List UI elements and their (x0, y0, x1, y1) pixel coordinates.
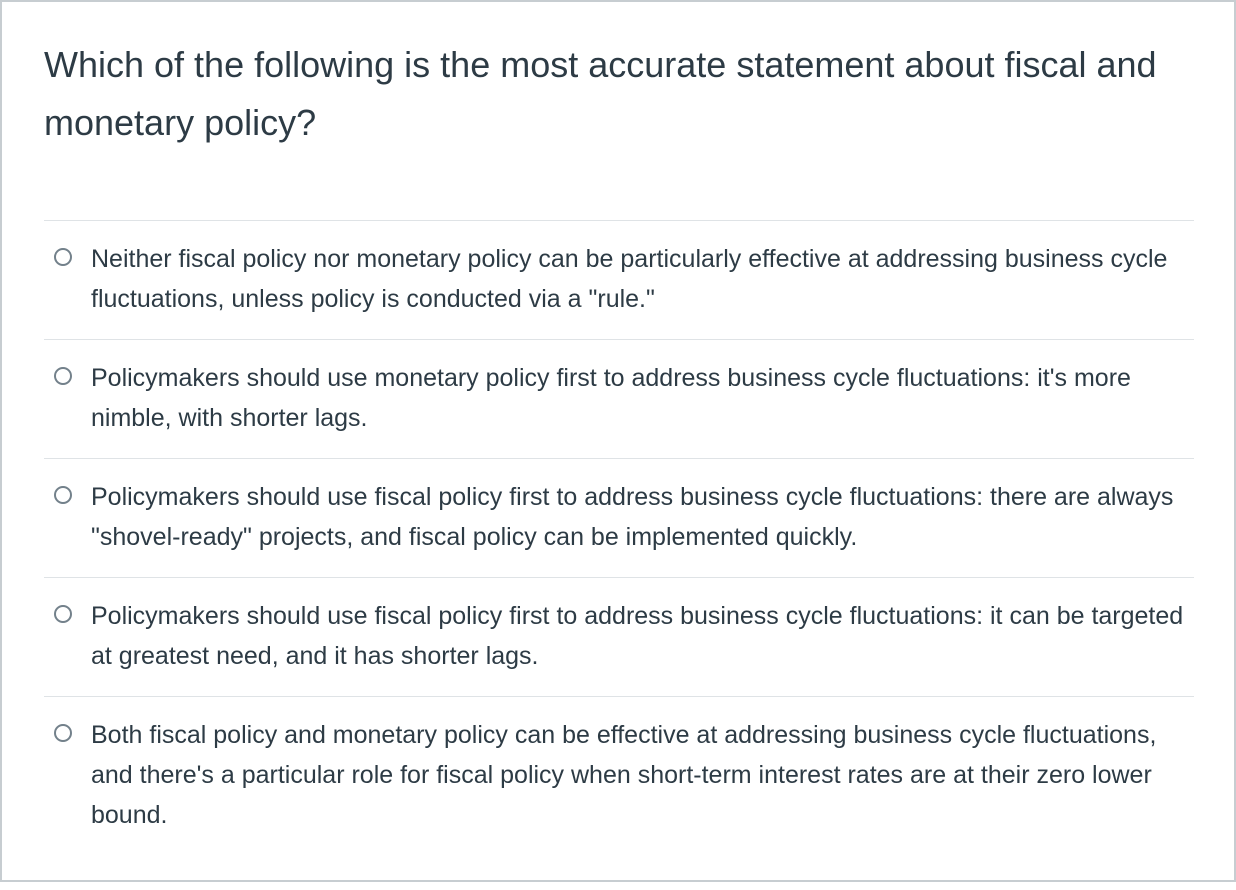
answer-option-3[interactable] (44, 459, 1194, 578)
radio-button[interactable] (54, 605, 72, 623)
answer-label: Neither fiscal policy nor monetary policy can be particularly effective at addressing business cycle fluctuations, unless policy is conducted via a "rule." (91, 245, 1168, 313)
answer-label: Policymakers should use monetary policy first to address business cycle fluctuations: it's more nimble, with shorter lags. (91, 364, 1131, 432)
answer-option-1[interactable] (44, 221, 1194, 340)
answer-option-4[interactable] (44, 578, 1194, 697)
radio-button[interactable] (54, 486, 72, 504)
answer-label: Both fiscal policy and monetary policy can be effective at addressing business cycle fluctuations, and there's a particular role for fiscal policy when short-term interest rates are at their zero lower bound. (91, 721, 1157, 829)
answer-list (44, 220, 1194, 855)
question-text: Which of the following is the most accurate statement about fiscal and monetary policy? (44, 44, 1157, 143)
radio-button[interactable] (54, 724, 72, 742)
radio-button[interactable] (54, 248, 72, 266)
answer-option-2[interactable] (44, 340, 1194, 459)
radio-button[interactable] (54, 367, 72, 385)
answer-label: Policymakers should use fiscal policy first to address business cycle fluctuations: there are always "shovel-ready" projects, and fiscal policy can be implemented quickly. (91, 483, 1174, 551)
answer-label: Policymakers should use fiscal policy first to address business cycle fluctuations: it can be targeted at greatest need, and it has shorter lags. (91, 602, 1184, 670)
answer-option-5[interactable] (44, 697, 1194, 855)
